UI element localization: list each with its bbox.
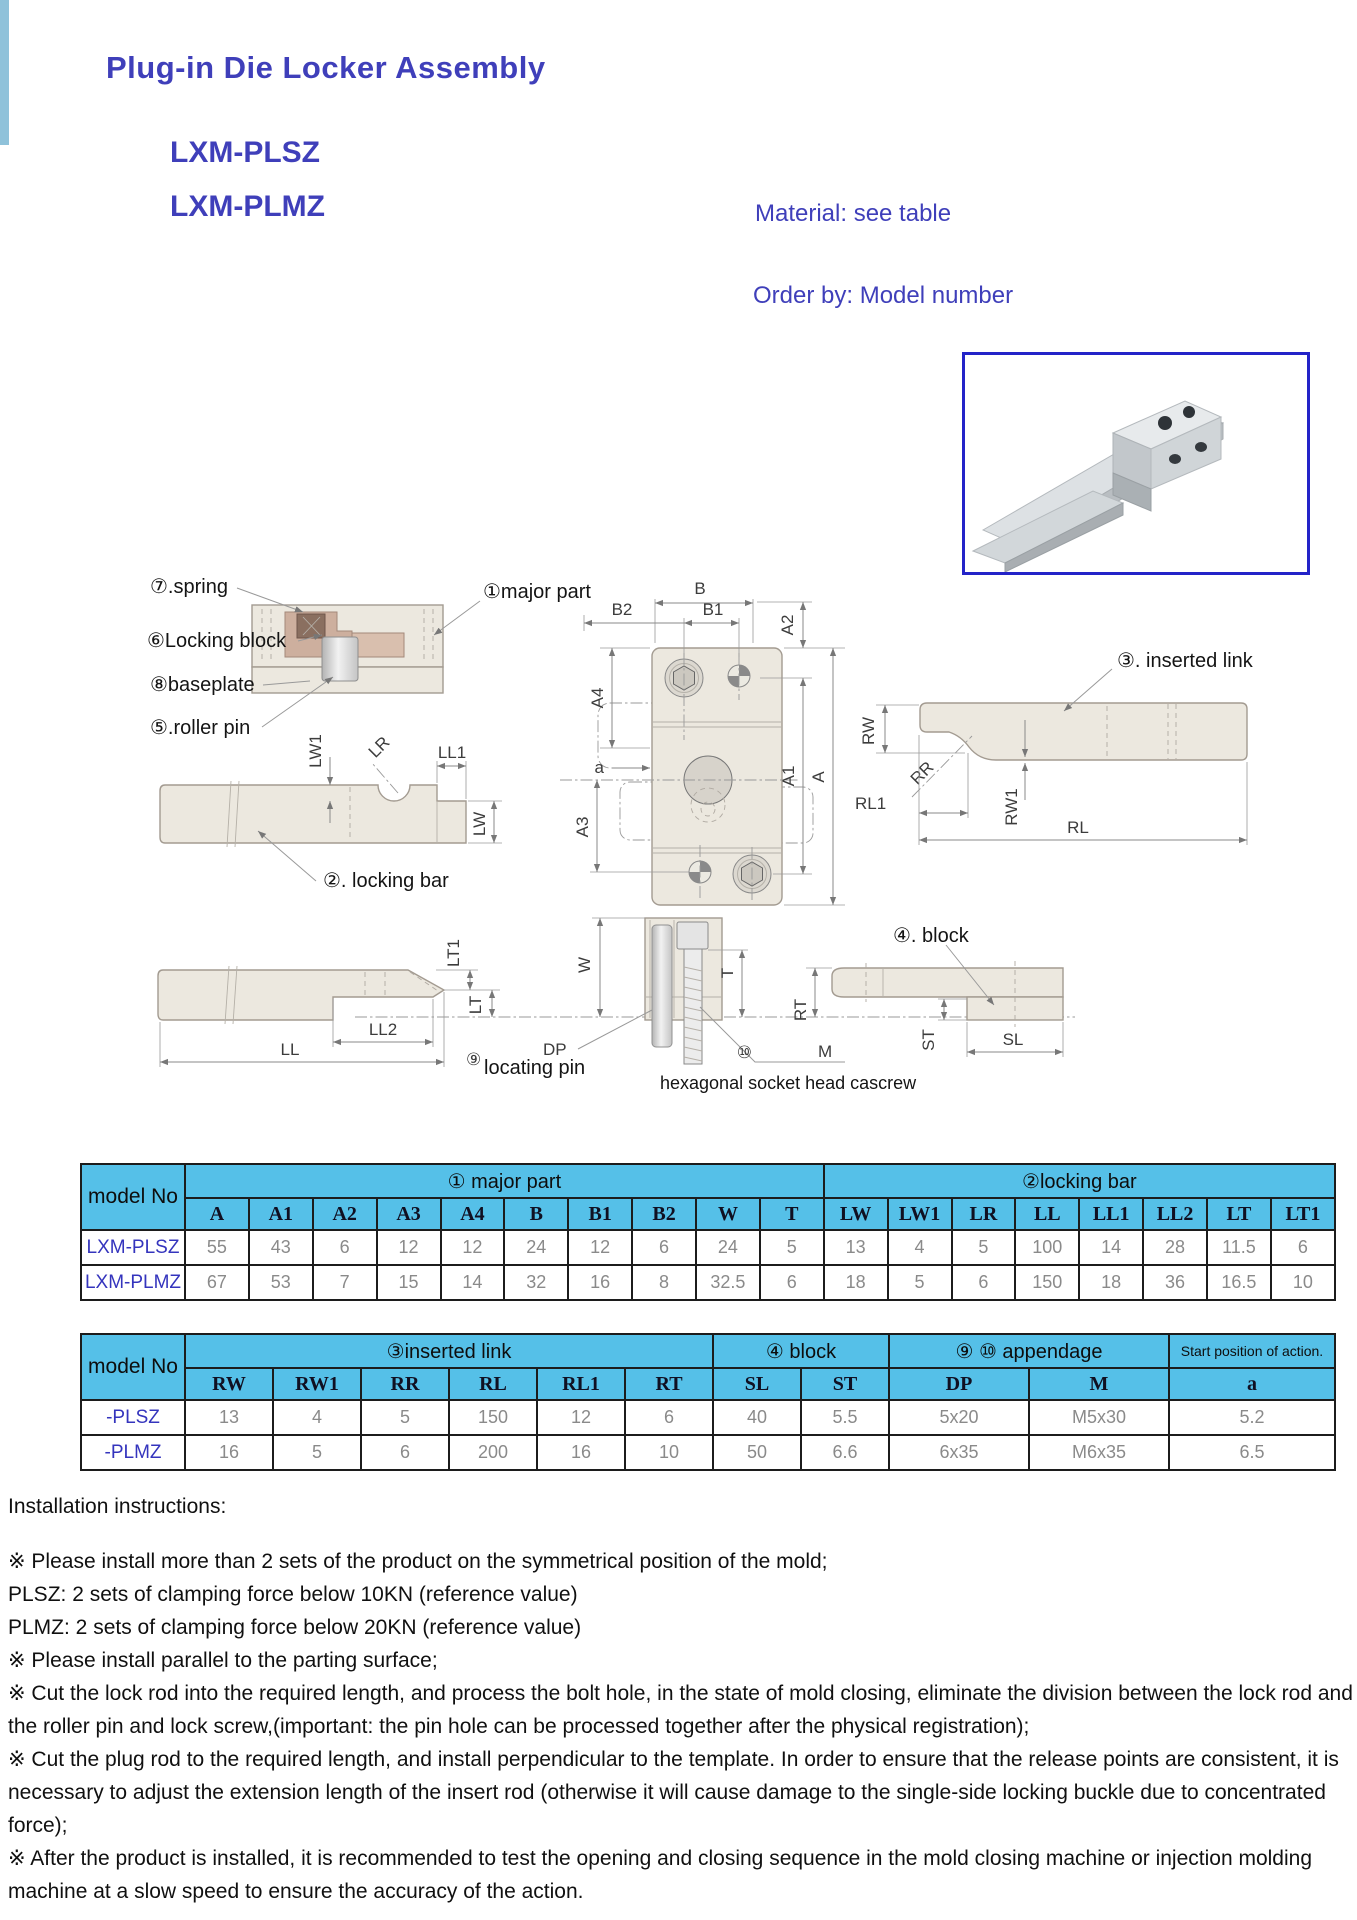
dim-LT: LT [466, 995, 485, 1015]
value-cell: 5.5 [801, 1400, 889, 1435]
spring-label: ⑦.spring [150, 576, 228, 598]
value-cell: 4 [888, 1230, 952, 1265]
value-cell: 67 [185, 1265, 249, 1300]
value-cell: 8 [632, 1265, 696, 1300]
value-cell: 40 [713, 1400, 801, 1435]
col-header: a [1169, 1368, 1335, 1400]
instructions-title: Installation instructions: [8, 1495, 227, 1518]
dim-LL: LL [280, 1040, 300, 1059]
value-cell: 18 [1079, 1265, 1143, 1300]
value-cell: 16 [185, 1435, 273, 1470]
dimension-table-1 [80, 1163, 1336, 1301]
value-cell: M5x30 [1029, 1400, 1169, 1435]
locking-bar-label: ②. locking bar [323, 870, 449, 892]
table-row [81, 1230, 1335, 1265]
page-title: Plug-in Die Locker Assembly [106, 50, 546, 85]
locating-pin-label: locating pin [484, 1057, 586, 1079]
value-cell: 15 [377, 1265, 441, 1300]
value-cell: 13 [185, 1400, 273, 1435]
value-cell: M6x35 [1029, 1435, 1169, 1470]
value-cell: 13 [824, 1230, 888, 1265]
col-header: LR [952, 1198, 1016, 1230]
material-note: Material: see table [755, 200, 952, 227]
group-header: ⑨ ⑩ appendage [889, 1334, 1169, 1368]
model-cell: -PLMZ [81, 1435, 185, 1470]
dim-LT1: LT1 [444, 938, 463, 968]
col-header: LW [824, 1198, 888, 1230]
value-cell: 5 [760, 1230, 824, 1265]
page-edge-strip [0, 0, 9, 145]
locating-pin-number: ⑨ [466, 1050, 482, 1069]
value-cell: 5 [888, 1265, 952, 1300]
block-view [832, 961, 1063, 1027]
col-header: RR [361, 1368, 449, 1400]
locking-block-label: ⑥Locking block [147, 630, 287, 652]
model-cell: -PLSZ [81, 1400, 185, 1435]
dim-A3: A3 [573, 816, 592, 838]
value-cell: 100 [1015, 1230, 1079, 1265]
locking-bar-section [352, 633, 404, 657]
value-cell: 11.5 [1207, 1230, 1271, 1265]
value-cell: 12 [377, 1230, 441, 1265]
col-header: A [185, 1198, 249, 1230]
instruction-line: ※ Cut the plug rod to the required length, and install perpendicular to the template. In order to ensure that the release points are consistent, it is necessary to adjust the extension length of the insert rod (otherwise it will cause damage to the single-side locking buckle due to concentrated force); [8, 1748, 1339, 1837]
instruction-line: ※ Cut the lock rod into the required length, and process the bolt hole, in the state of mold closing, eliminate the division between the lock rod and the roller pin and lock screw,(important: the pin hole can be processed together after the physical registration); [8, 1682, 1353, 1738]
value-cell: 16 [537, 1435, 625, 1470]
col-header: RL [449, 1368, 537, 1400]
value-cell: 150 [1015, 1265, 1079, 1300]
value-cell: 10 [625, 1435, 713, 1470]
col-header: RW [185, 1368, 273, 1400]
dim-W: W [575, 956, 594, 974]
col-header: LL [1015, 1198, 1079, 1230]
order-note: Order by: Model number [753, 282, 1014, 309]
dim-RW1: RW1 [1002, 788, 1021, 826]
dim-RL: RL [1067, 818, 1089, 837]
value-cell: 5x20 [889, 1400, 1029, 1435]
col-header: M [1029, 1368, 1169, 1400]
dim-RR: RR [906, 757, 938, 789]
model-col-header: model No [81, 1334, 185, 1400]
col-header: DP [889, 1368, 1029, 1400]
value-cell: 5 [273, 1435, 361, 1470]
col-header: T [760, 1198, 824, 1230]
col-header: A4 [441, 1198, 505, 1230]
product-photo [965, 355, 1307, 572]
dim-LR: LR [364, 732, 394, 762]
dim-T: T [718, 967, 737, 979]
roller-pin-label: ⑤.roller pin [150, 717, 251, 739]
col-header: ST [801, 1368, 889, 1400]
assembly-section-view [645, 918, 722, 1064]
value-cell: 7 [313, 1265, 377, 1300]
dim-LW: LW [470, 811, 489, 837]
group-header: ① major part [185, 1164, 824, 1198]
value-cell: 32 [504, 1265, 568, 1300]
value-cell: 150 [449, 1400, 537, 1435]
model-name-plmz: LXM-PLMZ [170, 190, 325, 223]
value-cell: 6.5 [1169, 1435, 1335, 1470]
value-cell: 18 [824, 1265, 888, 1300]
technical-drawing [0, 565, 1357, 1105]
col-header: LT1 [1271, 1198, 1335, 1230]
col-header: A1 [249, 1198, 313, 1230]
dim-A1: A1 [779, 765, 798, 787]
roller-pin-part [322, 637, 358, 681]
dim-A2: A2 [778, 614, 797, 636]
col-header: B1 [568, 1198, 632, 1230]
value-cell: 43 [249, 1230, 313, 1265]
value-cell: 200 [449, 1435, 537, 1470]
value-cell: 24 [696, 1230, 760, 1265]
inserted-link-label: ③. inserted link [1117, 650, 1253, 672]
table-row [81, 1265, 1335, 1300]
group-header: Start position of action. [1169, 1334, 1335, 1368]
value-cell: 16 [568, 1265, 632, 1300]
col-header: A2 [313, 1198, 377, 1230]
model-col-header: model No [81, 1164, 185, 1230]
value-cell: 10 [1271, 1265, 1335, 1300]
dim-B: B [694, 579, 706, 598]
photo-screw-hole [1195, 442, 1207, 452]
value-cell: 6 [313, 1230, 377, 1265]
value-cell: 32.5 [696, 1265, 760, 1300]
dim-A: A [809, 771, 828, 783]
dim-DP: DP [543, 1040, 567, 1059]
col-header: B [504, 1198, 568, 1230]
col-header: SL [713, 1368, 801, 1400]
dim-LL2: LL2 [368, 1020, 398, 1039]
value-cell: 6 [952, 1265, 1016, 1300]
value-cell: 6 [625, 1400, 713, 1435]
value-cell: 14 [1079, 1230, 1143, 1265]
dim-LL1: LL1 [437, 743, 467, 762]
value-cell: 12 [568, 1230, 632, 1265]
dimension-table-2 [80, 1333, 1336, 1471]
dim-RW: RW [859, 716, 878, 746]
baseplate-label: ⑧baseplate [150, 674, 255, 696]
value-cell: 5 [361, 1400, 449, 1435]
screw-label: hexagonal socket head cascrew [660, 1073, 917, 1093]
instruction-line: ※ Please install parallel to the parting surface; [8, 1649, 438, 1672]
dim-B1: B1 [702, 600, 724, 619]
value-cell: 16.5 [1207, 1265, 1271, 1300]
dim-a: a [594, 758, 604, 777]
photo-screw-hole [1183, 406, 1195, 418]
col-header: A3 [377, 1198, 441, 1230]
col-header: B2 [632, 1198, 696, 1230]
group-header: ④ block [713, 1334, 889, 1368]
col-header: RL1 [537, 1368, 625, 1400]
instruction-line: PLSZ: 2 sets of clamping force below 10KN (reference value) [8, 1583, 578, 1606]
dim-A4: A4 [588, 687, 607, 709]
value-cell: 6.6 [801, 1435, 889, 1470]
dim-LW1: LW1 [306, 734, 325, 768]
col-header: LL1 [1079, 1198, 1143, 1230]
inserted-link-view [920, 703, 1247, 760]
value-cell: 6 [361, 1435, 449, 1470]
instruction-line: ※ After the product is installed, it is recommended to test the opening and closing sequence in the mold closing machine or injection molding machine at a slow speed to ensure the accuracy of the action. [8, 1847, 1312, 1903]
value-cell: 50 [713, 1435, 801, 1470]
locking-bar-top-view [160, 781, 466, 847]
table-row [81, 1400, 1335, 1435]
model-name-plsz: LXM-PLSZ [170, 136, 320, 169]
group-header: ③inserted link [185, 1334, 713, 1368]
dim-B2: B2 [611, 600, 633, 619]
locking-bar-side-view [158, 966, 444, 1024]
dim-SL: SL [1002, 1030, 1024, 1049]
value-cell: 6 [760, 1265, 824, 1300]
screw-number: ⑩ [736, 1043, 752, 1062]
installation-instructions [8, 1495, 1353, 1908]
dim-M: M [818, 1042, 833, 1061]
table-link-block-appendage [80, 1333, 1336, 1471]
instruction-line: PLMZ: 2 sets of clamping force below 20KN (reference value) [8, 1616, 582, 1639]
value-cell: 28 [1143, 1230, 1207, 1265]
model-cell: LXM-PLMZ [81, 1265, 185, 1300]
model-cell: LXM-PLSZ [81, 1230, 185, 1265]
table-row [81, 1435, 1335, 1470]
table-major-part-locking-bar [80, 1163, 1336, 1301]
value-cell: 6 [632, 1230, 696, 1265]
col-header: RT [625, 1368, 713, 1400]
group-header: ②locking bar [824, 1164, 1335, 1198]
dim-RL1: RL1 [855, 794, 887, 813]
product-photo-frame [962, 352, 1310, 575]
instruction-line: ※ Please install more than 2 sets of the product on the symmetrical position of the mold; [8, 1550, 828, 1573]
locating-pin-part [652, 925, 672, 1047]
value-cell: 12 [537, 1400, 625, 1435]
col-header: LT [1207, 1198, 1271, 1230]
value-cell: 4 [273, 1400, 361, 1435]
value-cell: 14 [441, 1265, 505, 1300]
col-header: LW1 [888, 1198, 952, 1230]
value-cell: 24 [504, 1230, 568, 1265]
col-header: W [696, 1198, 760, 1230]
value-cell: 55 [185, 1230, 249, 1265]
screw-shank [684, 949, 702, 1064]
value-cell: 12 [441, 1230, 505, 1265]
block-label: ④. block [893, 925, 969, 947]
col-header: RW1 [273, 1368, 361, 1400]
dim-ST: ST [919, 1029, 938, 1051]
photo-screw-hole [1169, 454, 1181, 464]
value-cell: 53 [249, 1265, 313, 1300]
col-header: LL2 [1143, 1198, 1207, 1230]
value-cell: 5 [952, 1230, 1016, 1265]
photo-screw-hole [1158, 416, 1172, 430]
value-cell: 6 [1271, 1230, 1335, 1265]
major-part-label: ①major part [483, 581, 591, 603]
value-cell: 6x35 [889, 1435, 1029, 1470]
value-cell: 36 [1143, 1265, 1207, 1300]
value-cell: 5.2 [1169, 1400, 1335, 1435]
dim-RT: RT [791, 998, 810, 1022]
screw-head [677, 922, 708, 949]
